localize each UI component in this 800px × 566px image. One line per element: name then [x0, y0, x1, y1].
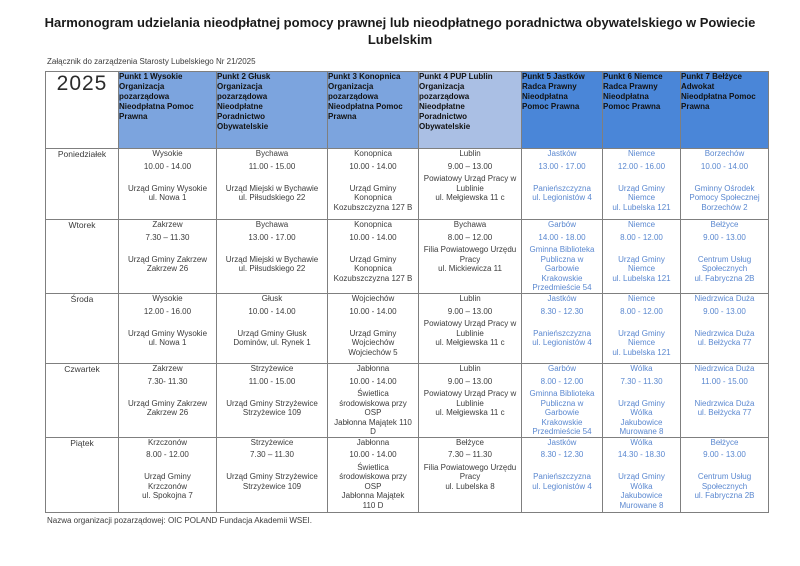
address-line: Panieńszczyzna: [533, 328, 591, 338]
location-line: Jabłonna: [356, 437, 390, 447]
address-line: Niedrzwica Duża: [694, 328, 755, 338]
time-line: 11.00 - 15.00: [248, 376, 296, 386]
blank-line: [681, 174, 768, 184]
time-line: 8.00 - 12.00: [620, 232, 663, 242]
time-line: 7.30- 11.30: [147, 376, 188, 386]
address-line: Filia Powiatowego Urzędu: [423, 245, 517, 255]
time-line: 13.00 - 17.00: [538, 161, 586, 171]
address-line: OSP: [364, 408, 382, 418]
address-line: Wojciechów: [351, 338, 395, 348]
punkt-header-line: Organizacja: [328, 82, 374, 92]
blank-line: [603, 389, 680, 399]
punkt-header-line: Punkt 7 Bełżyce: [681, 72, 742, 82]
day-cell: Piątek: [46, 437, 119, 512]
time-line: 12.00 - 16.00: [143, 306, 192, 316]
time-line: 7.30 – 11.30: [145, 232, 190, 242]
address-line: ul. Fabryczna 2B: [694, 491, 755, 501]
address-line: ul. Nowa 1: [148, 338, 187, 348]
address-line: Jakubowice: [620, 417, 663, 427]
time-line: 7.30 - 11.30: [620, 376, 663, 386]
address-line: ul. Bełżycka 77: [697, 408, 752, 418]
punkt-header-line: Nieodpłatna: [522, 92, 568, 102]
location-line: Jastków: [547, 294, 577, 304]
address-line: Urząd Miejski w Bychawie: [225, 254, 319, 264]
punkt-header-line: Nieodpłatna Pomoc: [328, 102, 403, 112]
schedule-cell: [119, 220, 217, 294]
schedule-cell: [522, 220, 603, 294]
blank-line: [522, 463, 602, 473]
punkt-header-3: [328, 72, 419, 149]
blank-line: [119, 319, 216, 329]
time-line: 7.30 – 11.30: [448, 450, 492, 460]
schedule-cell: [419, 364, 522, 438]
punkt-header-line: Radca Prawny: [522, 82, 577, 92]
header-row: [46, 72, 769, 149]
punkt-header-line: Punkt 2 Głusk: [217, 72, 271, 82]
schedule-cell: [419, 220, 522, 294]
address-line: Lublinie: [456, 398, 484, 408]
address-line: Murowane 8: [619, 427, 664, 437]
address-line: Zakrzew 26: [146, 264, 189, 274]
location-line: Wysokie: [152, 294, 183, 304]
punkt-header-line: Pomoc Prawna: [522, 102, 580, 112]
time-line: 14.30 - 18.30: [617, 450, 666, 460]
address-line: Społecznych: [701, 264, 748, 274]
address-line: Niemce: [627, 193, 656, 203]
attachment-note: Załącznik do zarządzenia Starosty Lubelskiego Nr 21/2025: [47, 57, 256, 67]
punkt-header-line: Prawna: [681, 102, 710, 112]
blank-line: [603, 174, 680, 184]
address-line: Jabłonna Majątek: [341, 491, 405, 501]
address-line: Krakowskie: [541, 273, 583, 283]
schedule-cell: [522, 437, 603, 512]
schedule-cell: [603, 220, 681, 294]
blank-line: [681, 319, 768, 329]
address-line: Niedrzwica Duża: [694, 398, 755, 408]
punkt-header-line: Poradnictwo: [419, 112, 468, 122]
address-line: Urząd Gminy: [618, 254, 665, 264]
punkt-header-line: Punkt 4 PUP Lublin: [419, 72, 493, 82]
address-line: ul. Lubelska 121: [612, 202, 671, 212]
punkt-header-1: [119, 72, 217, 149]
address-line: Świetlica: [357, 389, 389, 399]
schedule-cell: [603, 149, 681, 220]
address-line: Panieńszczyzna: [533, 183, 591, 193]
punkt-header-line: Radca Prawny: [603, 82, 658, 92]
punkt-header-line: Nieodpłatne: [419, 102, 465, 112]
schedule-cell: [522, 294, 603, 364]
schedule-cell: [119, 294, 217, 364]
blank-line: [119, 174, 216, 184]
address-line: ul. Piłsudskiego 22: [238, 193, 306, 203]
location-line: Zakrzew: [152, 364, 183, 374]
time-line: 9.00 – 13.00: [447, 161, 493, 171]
location-line: Krzczonów: [147, 437, 188, 447]
address-line: Powiatowy Urząd Pracy w: [423, 174, 517, 184]
address-line: Urząd Gminy: [618, 398, 665, 408]
address-line: Krakowskie: [541, 417, 583, 427]
punkt-header-4: [419, 72, 522, 149]
address-line: ul. Legionistów 4: [532, 338, 592, 348]
address-line: ul. Legionistów 4: [532, 193, 592, 203]
address-line: Publiczna w: [540, 254, 584, 264]
address-line: Kozubszczyzna 127 B: [333, 202, 413, 212]
location-line: Strzyżewice: [250, 437, 294, 447]
blank-line: [328, 174, 418, 184]
address-line: OSP: [364, 481, 382, 491]
punkt-header-line: pozarządowa: [328, 92, 379, 102]
address-line: Urząd Gminy Wysokie: [127, 183, 208, 193]
schedule-cell: [328, 220, 419, 294]
location-line: Garbów: [547, 220, 576, 230]
day-cell: Czwartek: [46, 364, 119, 438]
page-title: Harmonogram udzielania nieodpłatnej pomocy prawnej lub nieodpłatnego poradnictwa obywatelskiego w Powiecie Lubelskim: [44, 15, 756, 47]
blank-line: [119, 245, 216, 255]
address-line: ul. Mełgiewska 11 c: [435, 408, 505, 418]
punkt-header-line: Nieodpłatna Pomoc: [681, 92, 756, 102]
schedule-cell: [603, 364, 681, 438]
table-row: [46, 437, 769, 512]
address-line: Pomocy Społecznej: [689, 193, 760, 203]
location-line: Niedrzwica Duża: [694, 364, 755, 374]
address-line: Jabłonna Majątek 110: [334, 417, 412, 427]
location-line: Jastków: [547, 437, 577, 447]
blank-line: [681, 245, 768, 255]
location-line: Borzechów: [704, 149, 745, 159]
blank-line: [328, 245, 418, 255]
blank-line: [217, 319, 327, 329]
address-line: Przedmieście 54: [532, 283, 592, 293]
address-line: Strzyżewice 109: [242, 481, 302, 491]
address-line: 110 D: [362, 500, 384, 510]
address-line: ul. Lubelska 121: [612, 347, 671, 357]
time-line: 8.00 - 12.00: [540, 376, 584, 386]
location-line: Niedrzwica Duża: [694, 294, 755, 304]
schedule-cell: [217, 294, 328, 364]
schedule-cell: [217, 364, 328, 438]
table-row: [46, 220, 769, 294]
blank-line: [603, 319, 680, 329]
punkt-header-2: [217, 72, 328, 149]
address-line: Gminna Biblioteka: [529, 245, 595, 255]
address-line: Urząd Gminy: [618, 472, 665, 482]
address-line: Urząd Gminy: [618, 328, 665, 338]
address-line: Urząd Gminy Zakrzew: [127, 398, 208, 408]
address-line: ul. Mełgiewska 11 c: [435, 193, 505, 203]
time-line: 10.00 - 14.00: [349, 161, 397, 171]
location-line: Niemce: [627, 294, 656, 304]
punkt-header-line: Prawna: [328, 112, 357, 122]
location-line: Konopnica: [354, 149, 392, 159]
schedule-cell: [217, 437, 328, 512]
time-line: 8.00 - 12.00: [620, 306, 663, 316]
punkt-header-line: Punkt 5 Jastków: [522, 72, 585, 82]
location-line: Lublin: [459, 149, 481, 159]
address-line: ul. Lubelska 121: [612, 273, 671, 283]
address-line: Garbowie: [544, 264, 580, 274]
location-line: Garbów: [547, 364, 576, 374]
blank-line: [119, 463, 216, 473]
schedule-cell: [419, 149, 522, 220]
punkt-header-line: Punkt 6 Niemce: [603, 72, 663, 82]
address-line: ul. Nowa 1: [148, 193, 187, 203]
address-line: środowiskowa przy: [339, 472, 407, 482]
punkt-header-line: Organizacja: [119, 82, 165, 92]
address-line: ul. Bełżycka 77: [697, 338, 752, 348]
schedule-cell: [681, 437, 769, 512]
time-line: 10.00 - 14.00: [349, 232, 397, 242]
punkt-header-line: pozarządowa: [419, 92, 470, 102]
address-line: ul. Piłsudskiego 22: [238, 264, 306, 274]
address-line: Gminny Ośrodek: [694, 183, 755, 193]
schedule-cell: [681, 364, 769, 438]
address-line: ul. Spokojna 7: [142, 491, 193, 501]
punkt-header-line: Organizacja: [217, 82, 263, 92]
schedule-table: [45, 71, 769, 513]
address-line: Wólka: [630, 481, 653, 491]
time-line: 9.00 - 13.00: [703, 306, 746, 316]
punkt-header-line: Nieodpłatna: [603, 92, 649, 102]
address-line: Urząd Gminy: [349, 254, 397, 264]
time-line: 8.00 - 12.00: [146, 450, 189, 460]
location-line: Bychawa: [255, 220, 289, 230]
blank-line: [522, 319, 602, 329]
punkt-header-line: Obywatelskie: [419, 122, 471, 132]
time-line: 9.00 - 13.00: [703, 232, 746, 242]
location-line: Bychawa: [255, 149, 289, 159]
blank-line: [522, 174, 602, 184]
punkt-header-line: Pomoc Prawna: [603, 102, 661, 112]
address-line: Urząd Gminy: [349, 183, 397, 193]
time-line: 12.00 - 16.00: [617, 161, 666, 171]
schedule-cell: [119, 149, 217, 220]
address-line: ul. Legionistów 4: [532, 481, 592, 491]
location-line: Wysokie: [152, 149, 183, 159]
address-line: Urząd Gminy: [144, 472, 191, 482]
address-line: Urząd Gminy Strzyżewice: [226, 472, 318, 482]
time-line: 9.00 - 13.00: [703, 450, 746, 460]
address-line: Dominów, ul. Rynek 1: [233, 338, 311, 348]
punkt-header-line: pozarządowa: [217, 92, 268, 102]
address-line: Pracy: [459, 254, 481, 264]
schedule-cell: [681, 294, 769, 364]
blank-line: [217, 389, 327, 399]
table-row: [46, 364, 769, 438]
location-line: Bychawa: [453, 220, 487, 230]
address-line: Pracy: [459, 472, 481, 482]
time-line: 10.00 - 14.00: [248, 306, 296, 316]
schedule-cell: [119, 364, 217, 438]
schedule-cell: [328, 437, 419, 512]
time-line: 10.00 - 14.00: [349, 450, 397, 460]
punkt-header-line: Nieodpłatna Pomoc: [119, 102, 194, 112]
address-line: Filia Powiatowego Urzędu: [423, 462, 517, 472]
time-line: 8.00 – 12.00: [447, 232, 493, 242]
location-line: Lublin: [459, 364, 481, 374]
address-line: Powiatowy Urząd Pracy w: [423, 389, 517, 399]
location-line: Głusk: [261, 294, 283, 304]
table-row: [46, 294, 769, 364]
location-line: Wólka: [630, 364, 653, 374]
address-line: Urząd Gminy Zakrzew: [127, 254, 208, 264]
schedule-cell: [328, 149, 419, 220]
address-line: Konopnica: [354, 264, 392, 274]
schedule-cell: [217, 149, 328, 220]
punkt-header-6: [603, 72, 681, 149]
schedule-cell: [217, 220, 328, 294]
address-line: D: [370, 427, 376, 437]
address-line: Urząd Miejski w Bychawie: [225, 183, 319, 193]
schedule-cell: [328, 294, 419, 364]
address-line: Niemce: [627, 264, 656, 274]
schedule-cell: [522, 149, 603, 220]
time-line: 10.00 - 14.00: [143, 161, 192, 171]
location-line: Niemce: [627, 149, 656, 159]
address-line: Borzechów 2: [701, 202, 748, 212]
location-line: Bełżyce: [710, 220, 739, 230]
punkt-header-line: Punkt 3 Konopnica: [328, 72, 401, 82]
address-line: Świetlica: [357, 462, 389, 472]
location-line: Strzyżewice: [250, 364, 294, 374]
blank-line: [603, 463, 680, 473]
address-line: Konopnica: [354, 193, 392, 203]
address-line: Urząd Gminy: [618, 183, 665, 193]
punkt-header-line: Obywatelskie: [217, 122, 269, 132]
time-line: 8.30 - 12.30: [540, 306, 584, 316]
location-line: Bełżyce: [710, 437, 739, 447]
time-line: 7.30 – 11.30: [250, 450, 294, 460]
schedule-cell: [419, 437, 522, 512]
time-line: 14.00 - 18.00: [538, 232, 586, 242]
schedule-cell: [328, 364, 419, 438]
address-line: Centrum Usług: [697, 254, 752, 264]
time-line: 10.00 - 14.00: [349, 306, 397, 316]
schedule-cell: [522, 364, 603, 438]
location-line: Wólka: [630, 437, 653, 447]
address-line: Murowane 8: [619, 500, 664, 510]
address-line: Lublinie: [456, 328, 484, 338]
punkt-header-5: [522, 72, 603, 149]
location-line: Bełżyce: [455, 437, 484, 447]
blank-line: [681, 389, 768, 399]
punkt-header-7: [681, 72, 769, 149]
punkt-header-line: Nieodpłatne: [217, 102, 263, 112]
time-line: 10.00 - 14.00: [349, 376, 397, 386]
blank-line: [217, 174, 327, 184]
time-line: 8.30 - 12.30: [540, 450, 584, 460]
address-line: Społecznych: [701, 481, 748, 491]
address-line: ul. Lubelska 8: [445, 481, 495, 491]
time-line: 11.00 - 15.00: [248, 161, 296, 171]
punkt-header-line: Prawna: [119, 112, 148, 122]
day-cell: Wtorek: [46, 220, 119, 294]
schedule-cell: [681, 220, 769, 294]
address-line: Kozubszczyzna 127 B: [333, 273, 413, 283]
address-line: Urząd Gminy Głusk: [237, 328, 307, 338]
address-line: Jakubowice: [620, 491, 663, 501]
address-line: Panieńszczyzna: [533, 472, 591, 482]
location-line: Zakrzew: [152, 220, 183, 230]
day-cell: Poniedziałek: [46, 149, 119, 220]
address-line: Wojciechów 5: [348, 347, 398, 357]
punkt-header-line: Organizacja: [419, 82, 465, 92]
day-cell: Środa: [46, 294, 119, 364]
address-line: ul. Fabryczna 2B: [694, 273, 755, 283]
address-line: Krzczonów: [147, 481, 188, 491]
address-line: Strzyżewice 109: [242, 408, 302, 418]
address-line: ul. Mełgiewska 11 c: [435, 338, 505, 348]
schedule-cell: [119, 437, 217, 512]
time-line: 11.00 - 15.00: [701, 376, 748, 386]
address-line: Niemce: [627, 338, 656, 348]
time-line: 9.00 – 13.00: [447, 306, 493, 316]
blank-line: [217, 463, 327, 473]
location-line: Lublin: [459, 294, 481, 304]
address-line: Urząd Gminy: [349, 328, 397, 338]
address-line: Urząd Gminy Wysokie: [127, 328, 208, 338]
schedule-cell: [603, 294, 681, 364]
address-line: Powiatowy Urząd Pracy w: [423, 319, 517, 329]
blank-line: [328, 319, 418, 329]
address-line: Centrum Usług: [697, 472, 752, 482]
address-line: Przedmieście 54: [532, 427, 592, 437]
footer-note: Nazwa organizacji pozarządowej: OIC POLAND Fundacja Akademii WSEI.: [47, 515, 312, 525]
address-line: Garbowie: [544, 408, 580, 418]
blank-line: [217, 245, 327, 255]
schedule-cell: [603, 437, 681, 512]
address-line: Lublinie: [456, 183, 484, 193]
blank-line: [603, 245, 680, 255]
time-line: 10.00 - 14.00: [700, 161, 749, 171]
time-line: 9.00 – 13.00: [447, 376, 493, 386]
year-cell: 2025: [46, 72, 119, 149]
location-line: Konopnica: [354, 220, 392, 230]
schedule-cell: [419, 294, 522, 364]
address-line: Gminna Biblioteka: [529, 389, 595, 399]
punkt-header-line: Poradnictwo: [217, 112, 266, 122]
address-line: ul. Mickiewicza 11: [438, 264, 502, 274]
punkt-header-line: Punkt 1 Wysokie: [119, 72, 183, 82]
blank-line: [119, 389, 216, 399]
location-line: Jabłonna: [356, 364, 390, 374]
address-line: Urząd Gminy Strzyżewice: [226, 398, 318, 408]
address-line: środowiskowa przy: [339, 398, 407, 408]
time-line: 13.00 - 17.00: [248, 232, 296, 242]
punkt-header-line: Adwokat: [681, 82, 715, 92]
blank-line: [681, 463, 768, 473]
schedule-cell: [681, 149, 769, 220]
table-row: [46, 149, 769, 220]
location-line: Niemce: [627, 220, 656, 230]
address-line: Zakrzew 26: [146, 408, 189, 418]
location-line: Wojciechów: [351, 294, 395, 304]
address-line: Wólka: [630, 408, 653, 418]
punkt-header-line: pozarządowa: [119, 92, 170, 102]
address-line: Publiczna w: [540, 398, 584, 408]
location-line: Jastków: [547, 149, 577, 159]
